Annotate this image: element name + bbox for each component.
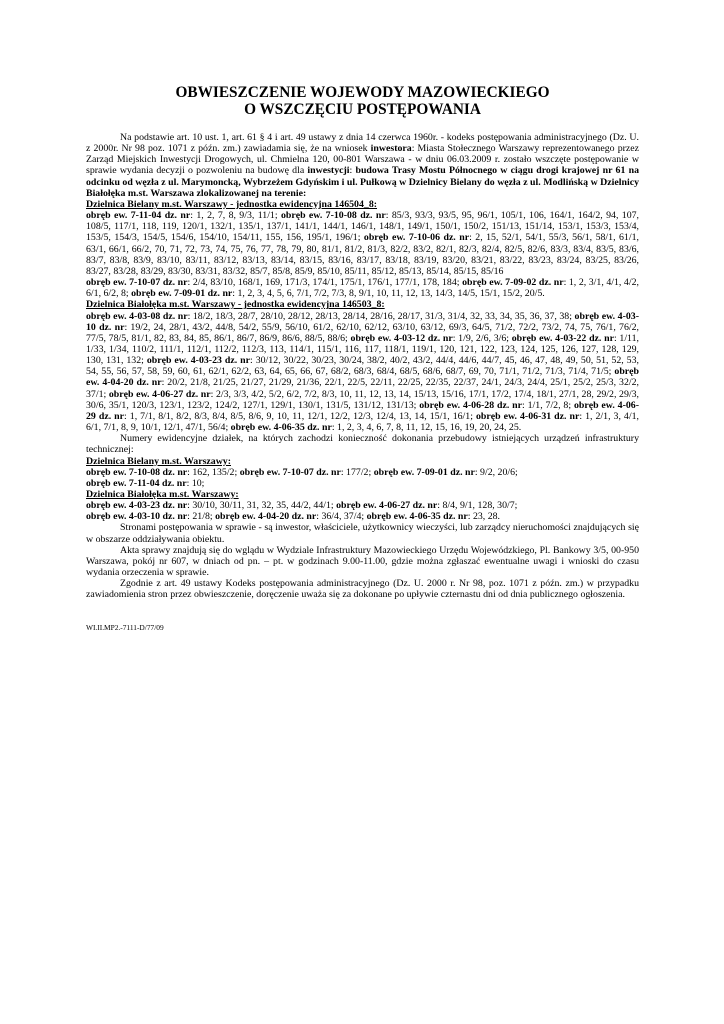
parcel-precinct-label: obręb ew. 4-06-31 dz. nr (475, 410, 580, 422)
intro-paragraph (86, 132, 639, 199)
parcel-numbers: : 2/4, 83/10, 168/1, 169, 171/3, 174/1, 175/1, 176/1, 177/1, 178, 184; (187, 277, 463, 289)
document-title (86, 84, 639, 118)
parcel-numbers: : 177/2; (340, 466, 374, 478)
parcel-precinct-label: obręb ew. 4-06-29 dz. nr (86, 399, 640, 422)
parcel-numbers: : 1, 2, 3, 4, 5, 6, 7/1, 7/2, 7/3, 8, 9/1, 10, 11, 12, 13, 14/3, 14/5, 15/1, 15/2, 20/5. (232, 288, 545, 300)
parcel-numbers: : 1/9, 2/6, 3/6; (452, 332, 512, 344)
files-paragraph: Akta sprawy znajdują się do wglądu w Wydziale Infrastruktury Mazowieckiego Urzędu Wojewódzkiego, Pl. Bankowy 3/5, 00-950 Warszawa, pokój nr 607, w dniach od pn. – pt. w godzinach 9.00-11.00, gdzie można zgłaszać ewentualne uwagi i wnioski do czasu wydania orzeczenia w sprawie. (86, 544, 639, 579)
parcel-precinct-label: obręb ew. 4-03-23 dz. nr (86, 500, 188, 512)
parcel-numbers: : 1/1, 7/2, 8; (522, 399, 574, 411)
parcel-precinct-label: obręb ew. 4-04-20 dz. nr (215, 511, 317, 523)
section-heading-bielany-infra: Dzielnica Bielany m.st. Warszawy: (86, 455, 231, 467)
parcel-precinct-label: obręb ew. 4-04-20 dz. nr (86, 366, 639, 389)
parcel-numbers: : 1, 2, 7, 8, 9/3, 11/1; (190, 210, 281, 222)
parcel-precinct-label: obręb ew. 4-06-28 dz. nr (419, 399, 523, 411)
title-line-1: OBWIESZCZENIE WOJEWODY MAZOWIECKIEGO (175, 84, 550, 101)
parcel-precinct-label: obręb ew. 7-10-07 dz. nr (86, 277, 188, 289)
parcel-numbers: : 9/2, 20/6; (474, 466, 518, 478)
parcel-numbers: : 18/2, 18/3, 28/7, 28/10, 28/12, 28/13, 28/14, 28/16, 28/17, 31/3, 31/4, 32, 33, 34, 35, 36, 37, 38; (187, 310, 575, 322)
parcel-numbers: : 36/4, 37/4; (316, 511, 367, 523)
intro-text-3: : (349, 165, 356, 177)
parcel-numbers: : 1, 2, 3, 4, 6, 7, 8, 11, 12, 15, 16, 19, 20, 24, 25. (331, 422, 522, 434)
parcel-precinct-label: obręb ew. 7-10-08 dz. nr (280, 210, 386, 222)
parcel-precinct-label: obręb ew. 4-03-22 dz. nr (511, 332, 614, 344)
parcel-numbers: : 30/10, 30/11, 31, 32, 35, 44/2, 44/1; (187, 500, 337, 512)
parcel-numbers: : 1, 7/1, 8/1, 8/2, 8/3, 8/4, 8/5, 8/6, 9, 10, 11, 12/1, 12/2, 12/3, 12/4, 13, 14, 15/1, 16/1; (124, 410, 476, 422)
section-heading-bielany: Dzielnica Bielany m.st. Warszawy - jednostka ewidencyjna 146504_8: (86, 198, 378, 210)
parcel-precinct-label: obręb ew. 7-10-06 dz. nr (363, 232, 470, 244)
parcel-numbers: : 2/3, 3/3, 4/2, 5/2, 6/2, 7/2, 8/3, 10, 11, 12, 13, 14, 15/13, 15/16, 17/1, 17/2, 17/4, 18/1, 27/1, 28, 29/2, 29/3, 30/6, 35/1, 120/3, 123/1, 123/2, 124/2, 127/1, 129/1, 130/1, 131/5, 131/12, 131/13; (86, 388, 639, 411)
parcel-precinct-label: obręb ew. 7-10-08 dz. nr (86, 466, 188, 478)
parcel-list (86, 511, 639, 522)
intro-text-2: : Miasta Stołecznego Warszawy reprezentowanego przez Zarząd Miejskich Inwestycji Drogowych, ul. Chmielna 120, 00-801 Warszawa - w dniu 06.03.2009 r. zostało wszczęte postępowanie w sprawie wydania decyzji o pozwoleniu na budowę dla (86, 143, 640, 177)
investor-label: inwestora (370, 143, 412, 155)
reference-number: WI.II.MP2.-7111-D/77/09 (86, 622, 164, 632)
parcel-precinct-label: obręb ew. 7-09-01 dz. nr (373, 466, 475, 478)
parcel-list (86, 210, 639, 277)
parcel-precinct-label: obręb ew. 4-03-23 dz. nr (146, 355, 250, 367)
parcel-numbers: : 8/4, 9/1, 128, 30/7; (437, 500, 518, 512)
parcel-numbers: : 1/11, 1/33, 1/34, 110/2, 111/1, 112/1, 112/2, 112/3, 113, 114/1, 115/1, 116, 117, 118/1, 119/1, 120, 121, 122, 123, 124, 125, 126, 127, 128, 129, 130, 131, 132; (86, 332, 639, 367)
parcel-precinct-label: obręb ew. 4-06-35 dz. nr (366, 511, 468, 523)
parcel-numbers: : 10; (186, 477, 205, 489)
parcel-numbers: : 19/2, 24, 28/1, 43/2, 44/8, 54/2, 55/9, 56/10, 61/2, 62/10, 62/12, 63/10, 63/12, 69/3, 64/5, 71/2, 72/2, 73/2, 74, 75, 76/1, 76/2, 77/5, 78/5, 81/1, 82, 83, 84, 85, 86/1, 86/7, 86/9, 86/6, 88/5, 88/6; (86, 321, 639, 344)
parcel-list (86, 478, 639, 489)
investment-description: budowa Trasy Mostu Północnego w ciągu drogi krajowej nr 61 na odcinku od węzła z ul. Marymoncką, Wybrzeżem Gdyńskim i ul. Pułkową w Dzielnicy Bielany do węzła z ul. Modlińską w Dzielnicy Białołęka m.st. Warszawa zlokalizowanej na terenie: (86, 165, 639, 199)
parcel-list (86, 467, 639, 478)
parcel-list (86, 277, 639, 299)
parcel-precinct-label: obręb ew. 7-11-04 dz. nr (86, 210, 191, 222)
section-heading-bialoleka: Dzielnica Białołęka m.st. Warszawy - jednostka ewidencyjna 146503_8: (86, 299, 385, 311)
parcel-precinct-label: obręb ew. 7-09-02 dz. nr (462, 277, 564, 289)
parcel-numbers: : 20/2, 21/8, 21/25, 21/27, 21/29, 21/36, 22/1, 22/5, 22/11, 22/25, 22/35, 22/37, 24/1, 24/3, 24/4, 25/1, 25/2, 25/3, 32/2, 37/1; (86, 377, 639, 400)
infrastructure-intro: Numery ewidencyjne działek, na których zachodzi konieczność dokonania przebudowy istniejących urządzeń infrastruktury technicznej: (86, 433, 639, 456)
parcel-numbers: : 21/8; (187, 511, 216, 523)
parcel-precinct-label: obręb ew. 4-03-12 dz. nr (350, 332, 453, 344)
parcel-numbers: : 85/3, 93/3, 93/5, 95, 96/1, 105/1, 106, 164/1, 164/2, 94, 107, 108/5, 117/1, 118, 119, 120/1, 132/1, 135/1, 137/1, 141/1, 144/1, 146/1, 148/1, 149/1, 150/1, 150/2, 151/13, 151/14, 153/1, 153/3, 153/4, 153/5, 154/3, 154/5, 154/6, 154/10, 154/11, 155, 156, 195/1, 196/1; (86, 210, 640, 244)
parcel-precinct-label: obręb ew. 4-03-10 dz. nr (86, 511, 188, 523)
parcel-numbers: : 30/12, 30/22, 30/23, 30/24, 38/2, 40/2, 43/2, 44/4, 44/6, 44/7, 45, 46, 47, 48, 49, 50, 51, 52, 53, 54, 55, 56, 57, 58, 59, 60, 61, 62/1, 62/2, 63, 64, 65, 66, 67, 68/2, 68/3, 68/4, 68/5, 68/6, 68/7, 69, 70, 71/1, 71/2, 71/3, 71/4, 71/5; (86, 355, 639, 378)
parcel-numbers: : 2, 15, 52/1, 54/1, 55/3, 56/1, 58/1, 61/1, 63/1, 66/1, 66/2, 70, 71, 72, 73, 74, 75, 76, 77, 78, 79, 80, 81/1, 81/2, 81/3, 82/2, 83/2, 82/1, 82/3, 82/4, 82/5, 82/6, 83/3, 83/4, 83/5, 83/6, 83/7, 83/8, 83/9, 83/10, 83/11, 83/12, 83/13, 83/14, 83/15, 83/16, 83/17, 83/18, 83/19, 83/20, 83/21, 83/22, 83/23, 83/24, 83/25, 83/26, 83/27, 83/28, 83/29, 83/30, 83/31, 83/32, 85/7, 85/8, 85/9, 85/10, 85/11, 85/12, 85/13, 85/14, 85/15, 85/16 (86, 232, 639, 277)
parcel-precinct-label: obręb ew. 7-11-04 dz. nr (86, 477, 187, 489)
parcel-precinct-label: obręb ew. 4-06-27 dz. nr (108, 388, 211, 400)
parcel-precinct-label: obręb ew. 7-10-07 dz. nr (239, 466, 341, 478)
parcel-numbers: : 1, 2/1, 3, 4/1, 6/1, 7/1, 8, 9, 10/1, 12/1, 47/1, 56/4; (86, 410, 639, 434)
parcel-numbers: : 162, 135/2; (187, 466, 240, 478)
parcel-numbers: : 23, 28. (467, 511, 501, 523)
parcel-precinct-label: obręb ew. 4-06-27 dz. nr (336, 500, 438, 512)
intro-text-1: Na podstawie art. 10 ust. 1, art. 61 § 4 i art. 49 ustawy z dnia 14 czerwca 1960r. - kodeks postępowania administracyjnego (Dz. U. z 2000r. Nr 98 poz. 1071 z późn. zm.) zawiadamia się, że na wniosek (86, 132, 639, 155)
parcel-precinct-label: obręb ew. 4-03-10 dz. nr (86, 310, 640, 333)
parcel-numbers: : 1, 2, 3/1, 4/1, 4/2, 6/1, 6/2, 8; (86, 277, 639, 300)
parties-paragraph: Stronami postępowania w sprawie - są inwestor, właściciele, użytkownicy wieczyści, lub zarządcy nieruchomości znajdujących się w obszarze oddziaływania obiektu. (86, 522, 639, 545)
parcel-precinct-label: obręb ew. 4-03-08 dz. nr (86, 310, 188, 322)
parcel-precinct-label: obręb ew. 7-09-01 dz. nr (131, 288, 233, 300)
article-49-paragraph: Zgodnie z art. 49 ustawy Kodeks postępowania administracyjnego (Dz. U. 2000 r. Nr 98, poz. 1071 z późn. zm.) w przypadku zawiadomienia stron przez obwieszczenie, doręczenie uważa się za dokonane po upływie czternastu dni od dnia publicznego ogłoszenia. (86, 578, 639, 601)
parcel-list (86, 311, 639, 434)
title-line-2: O WSZCZĘCIU POSTĘPOWANIA (244, 101, 481, 118)
parcel-precinct-label: obręb ew. 4-06-35 dz. nr (230, 422, 332, 434)
investment-label: inwestycji (307, 165, 350, 177)
section-heading-bialoleka-infra: Dzielnica Białołęka m.st. Warszawy: (86, 489, 239, 500)
parcel-list (86, 500, 639, 511)
